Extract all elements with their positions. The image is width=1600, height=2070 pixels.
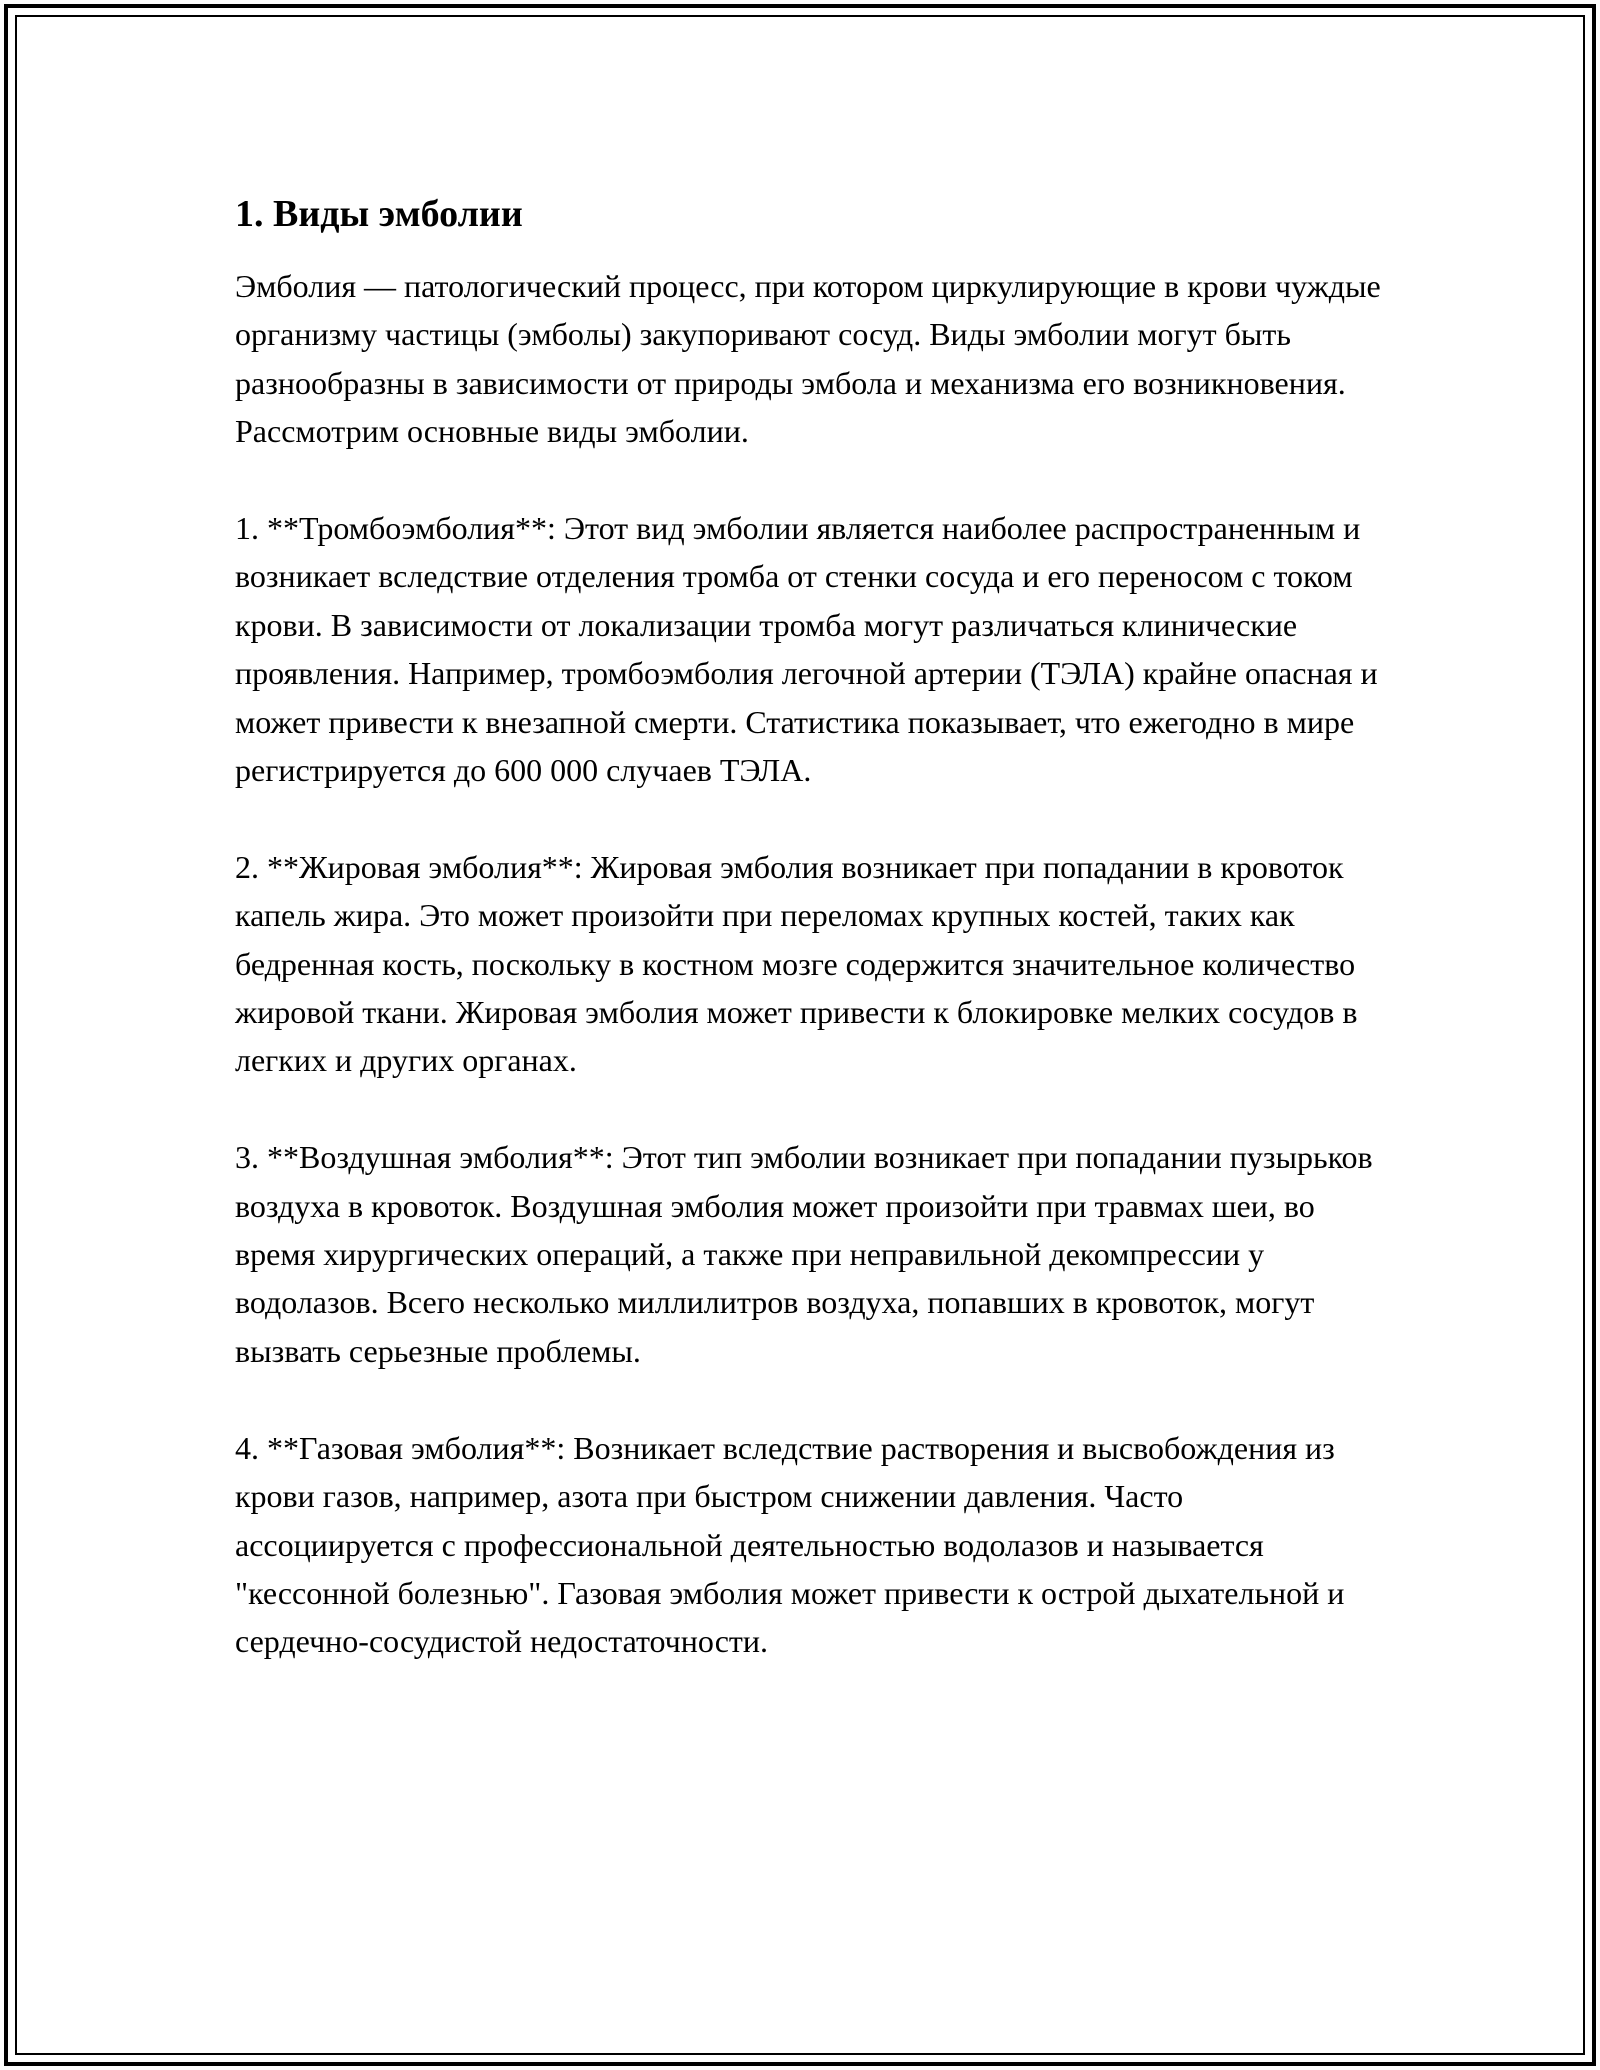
paragraph-air-embolism: 3. **Воздушная эмболия**: Этот тип эмболии возникает при попадании пузырьков воздуха в кровоток. Воздушная эмболия может произойти при травмах шеи, во время хирургических операций, а также при неправильной декомпрессии у водолазов. Всего несколько миллилитров воздуха, попавших в кровоток, могут вызвать серьезные проблемы. [235, 1139, 1373, 1369]
document-body [235, 186, 1385, 1714]
paragraph-thromboembolism: 1. **Тромбоэмболия**: Этот вид эмболии является наиболее распространенным и возникает вследствие отделения тромба от стенки сосуда и его переносом с током крови. В зависимости от локализации тромба могут различаться клинические проявления. Например, тромбоэмболия легочной артерии (ТЭЛА) крайне опасная и может привести к внезапной смерти. Статистика показывает, что ежегодно в мире регистрируется до 600 000 случаев ТЭЛА. [235, 510, 1378, 789]
section-heading: 1. Виды эмболии [235, 193, 523, 235]
paragraph-fat-embolism: 2. **Жировая эмболия**: Жировая эмболия возникает при попадании в кровоток капель жира. Это может произойти при переломах крупных костей, таких как бедренная кость, поскольку в костном мозге содержится значительное количество жировой ткани. Жировая эмболия может привести к блокировке мелких сосудов в легких и других органах. [235, 848, 1358, 1079]
paragraph-gas-embolism: 4. **Газовая эмболия**: Возникает вследствие растворения и высвобождения из крови газов, например, азота при быстром снижении давления. Часто ассоциируется с профессиональной деятельностью водолазов и называется "кессонной болезнью". Газовая эмболия может привести к острой дыхательной и сердечно-сосудистой недостаточности. [235, 1429, 1345, 1660]
intro-paragraph: Эмболия — патологический процесс, при котором циркулирующие в крови чуждые организму частицы (эмболы) закупоривают сосуд. Виды эмболии могут быть разнообразны в зависимости от природы эмбола и механизма его возникновения. Рассмотрим основные виды эмболии. [235, 268, 1381, 450]
